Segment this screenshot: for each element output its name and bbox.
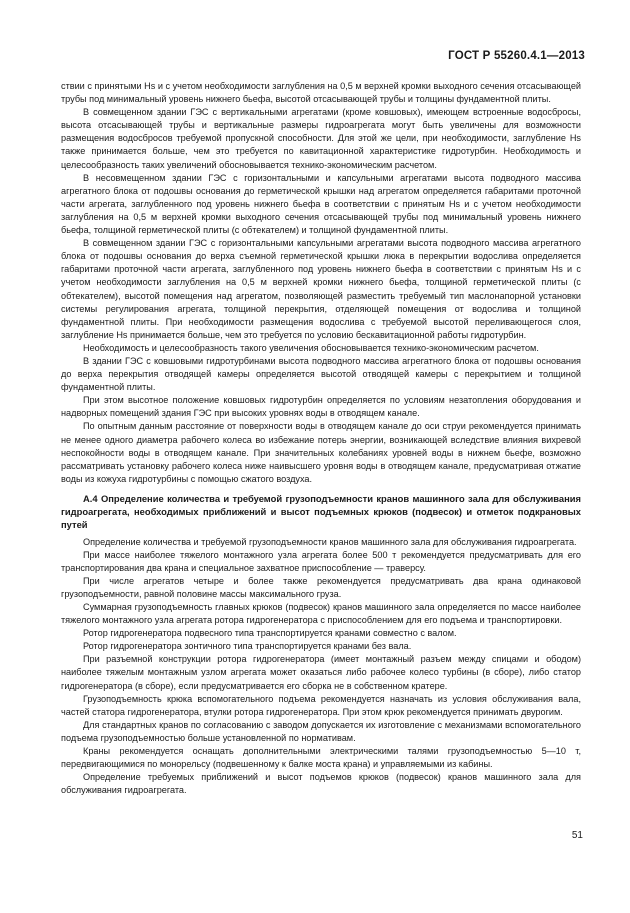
paragraph: Суммарная грузоподъемность главных крюков (подвесок) кранов машинного зала определяется по массе наиболее тяжелого монтажного узла агрегата ротора гидрогенератора с приспособлением для его подъема и транспортировки. xyxy=(61,601,581,626)
paragraph: При разъемной конструкции ротора гидрогенератора (имеет монтажный разъем между спицами и ободом) наиболее тяжелым монтажным узлом агрегата может оказаться либо рабочее колесо турбины (в сборе), либо статор гидрогенератора (в сборе), если предусматривается его сборка не в собственном кратере. xyxy=(61,654,581,691)
page-body xyxy=(61,80,581,797)
paragraph: При массе наиболее тяжелого монтажного узла агрегата более 500 т рекомендуется предусматривать для его транспортирования два крана и специальное захватное приспособление — траверсу. xyxy=(61,549,581,573)
paragraph: Грузоподъемность крюка вспомогательного подъема рекомендуется назначать из условия обслуживания вала, частей статора гидрогенератора, втулки ротора гидрогенератора. При этом крюк рекомендуется принимать двурогим. xyxy=(61,693,581,717)
paragraph: По опытным данным расстояние от поверхности воды в отводящем канале до оси струи рекомендуется принимать не менее одного диаметра рабочего колеса во избежание потерь энергии, возникающей вследствие влияния вихревой неспокойности воды в отводящем канале. При значительных колебаниях уровней воды в нижнем бьефе, возможно рассматривать установку рабочего колеса ниже наивысшего уровня воды в отводящем канале, предусматривая отжатие воды из кожуха гидротурбины с помощью сжатого воздуха. xyxy=(61,421,581,484)
paragraph: ствии с принятыми Hs и с учетом необходимости заглубления на 0,5 м верхней кромки выходного сечения отсасывающей трубы под минимальный уровень нижнего бьефа, высотой отсасывающей трубы и толщины фундаментной плиты. xyxy=(61,81,581,105)
paragraph: В совмещенном здании ГЭС с вертикальными агрегатами (кроме ковшовых), имеющем встроенные водосбросы, высота отсасывающей трубы и вертикальные размеры гидроагрегата могут быть увеличены для возможности размещения водосбросов требуемой пропускной способности. Для этой же цели, при необходимости, заглубление Hs также принимается больше, чем это требуется по кавитационной характеристике гидротурбин. Необходимость и целесообразность таких увеличений обосновывается технико-экономическим расчетом. xyxy=(61,107,581,170)
paragraph: В здании ГЭС с ковшовыми гидротурбинами высота подводного массива агрегатного блока от подошвы основания до верха перекрытия отводящей камеры определяется высотой отводящей камеры с перекрытием и толщиной фундаментной плиты. xyxy=(61,355,581,393)
paragraph: Необходимость и целесообразность такого увеличения обосновывается технико-экономическим расчетом. xyxy=(83,342,539,353)
paragraph: В несовмещенном здании ГЭС с горизонтальными и капсульными агрегатами высота подводного массива агрегатного блока от подошвы основания до герметической крышки над агрегатом определяется габаритами проточной части агрегата, заглубленного под уровень нижнего бьефа в соответствии с принятым Hs и с учетом необходимости заглубления на 0,5 м верхней кромки выходного сечения отсасывающей трубы под минимальный уровень нижнего бьефа, толщиной герметической плиты (с обтекателем) и толщиной фундаментной плиты. xyxy=(61,172,581,236)
paragraph: При числе агрегатов четыре и более также рекомендуется предусматривать два крана одинаковой грузоподъемности, равной половине массы максимального груза. xyxy=(61,575,581,599)
paragraph: Ротор гидрогенератора подвесного типа транспортируется кранами совместно с валом. xyxy=(83,628,457,639)
section-heading: А.4 Определение количества и требуемой грузоподъемности кранов машинного зала для обслуживания гидроагрегата, необходимых приближений и высот подъемных крюков (подвесок) и отметок подкрановых путей xyxy=(61,492,581,531)
paragraph: При этом высотное положение ковшовых гидротурбин определяется по условиям незатопления оборудования и надворных помещений здания ГЭС при высоких уровнях воды в отводящем канале. xyxy=(61,395,581,419)
paragraph: Ротор гидрогенератора зонтичного типа транспортируется кранами без вала. xyxy=(83,641,412,652)
paragraph: Для стандартных кранов по согласованию с заводом допускается их изготовление с механизмами вспомогательного подъема грузоподъемностью больше установленной по нормативам. xyxy=(61,719,581,743)
paragraph: Определение количества и требуемой грузоподъемности кранов машинного зала для обслуживания гидроагрегата. xyxy=(83,536,577,547)
page-number: 51 xyxy=(571,830,583,841)
paragraph: Краны рекомендуется оснащать дополнительными электрическими талями грузоподъемностью 5—10 т, передвигающимися по монорельсу (подвешенному к балке моста крана) и управляемыми из кабины. xyxy=(61,746,581,770)
paragraph: В совмещенном здании ГЭС с горизонтальными капсульными агрегатами высота подводного массива агрегатного блока от подошвы основания до верха съемной герметической крышки люка в перекрытии водослива определяется габаритами проточной части агрегата, заглубленного под уровень нижнего бьефа в соответствии с принятым Hs и с учетом необходимости заглубления на 0,5 м верхней кромки нижнего бьефа, толщиной герметической плиты (с обтекателем), высотой помещения над агрегатом, позволяющей разместить требуемый тип маслонапорной установки системы регулирования агрегата, толщиной перекрытия, отделяющей помещения от водослива и толщиной фундаментной плиты. При необходимости размещения водослива с требуемой высотой переливающегося слоя, заглубление Hs принимается больше, чем это требуется по условию бескавитационной работы гидротурбин. xyxy=(61,238,581,340)
paragraph: Определение требуемых приближений и высот подъемов крюков (подвесок) кранов машинного зала для обслуживания гидроагрегата. xyxy=(61,772,581,796)
document-header: ГОСТ Р 55260.4.1—2013 xyxy=(448,50,585,62)
